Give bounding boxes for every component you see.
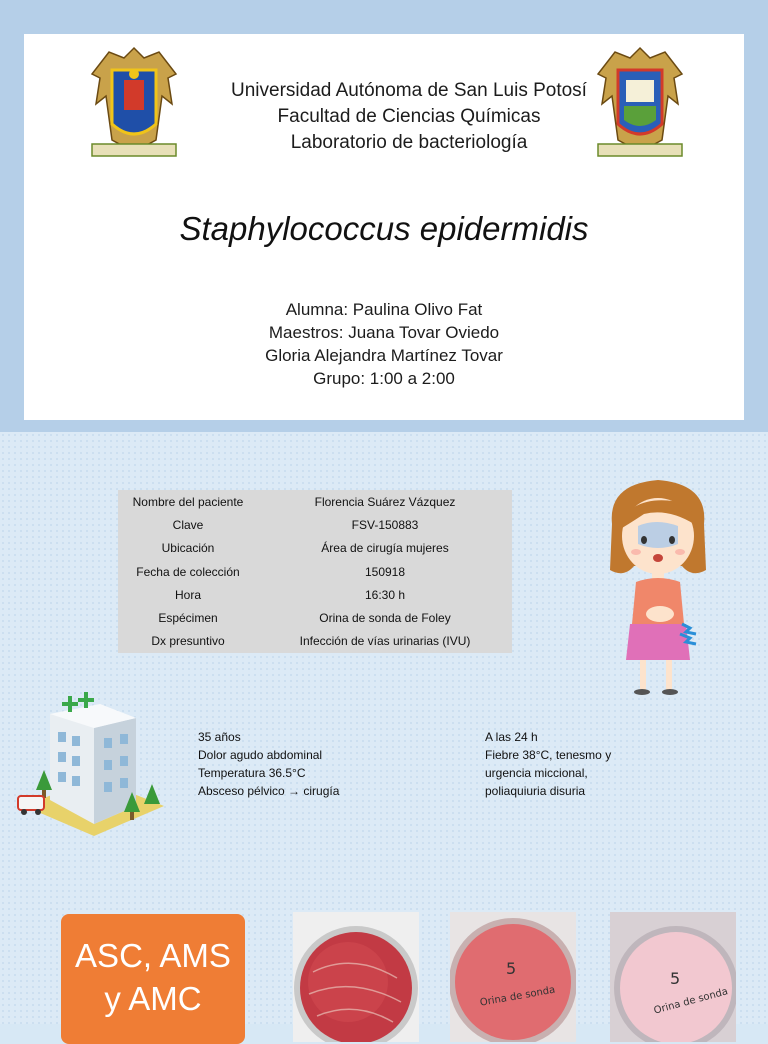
table-row bbox=[118, 537, 512, 560]
note-line: 35 años bbox=[198, 730, 241, 744]
note-line: Temperatura 36.5°C bbox=[198, 766, 306, 780]
note-line: Absceso pélvico → cirugía bbox=[198, 784, 340, 798]
table-key: Hora bbox=[174, 587, 201, 602]
note-line: A las 24 h bbox=[485, 730, 538, 744]
table-value: 150918 bbox=[364, 564, 406, 579]
culture-plate-photo-3 bbox=[610, 912, 736, 1042]
hospital-illustration bbox=[14, 688, 164, 838]
group-line: Grupo: 1:00 a 2:00 bbox=[313, 369, 455, 388]
table-key: Clave bbox=[172, 517, 204, 532]
note-line: urgencia miccional, bbox=[485, 766, 588, 780]
presentation-title: Staphylococcus epidermidis bbox=[179, 210, 589, 247]
symptoms-right bbox=[485, 728, 611, 800]
table-row bbox=[118, 560, 512, 583]
plate-label: 5 bbox=[670, 969, 681, 988]
lab-name: Laboratorio de bacteriología bbox=[290, 132, 528, 153]
note-line: Fiebre 38°C, tenesmo y bbox=[485, 748, 612, 762]
teachers-line: Maestros: Juana Tovar Oviedo bbox=[268, 323, 500, 342]
note-line: poliaquiuria disuria bbox=[485, 784, 586, 798]
culture-plate-photo-2 bbox=[450, 912, 576, 1042]
title-card bbox=[24, 34, 744, 420]
note-line: Dolor agudo abdominal bbox=[198, 748, 323, 762]
table-value: 16:30 h bbox=[364, 587, 406, 602]
symptoms-left bbox=[198, 728, 339, 800]
badge-line-2: y AMC bbox=[104, 980, 202, 1017]
table-row bbox=[118, 513, 512, 536]
faculty-name: Facultad de Ciencias Químicas bbox=[277, 106, 541, 127]
title-slide bbox=[0, 0, 768, 432]
patient-table bbox=[118, 490, 512, 653]
sick-girl-illustration bbox=[598, 474, 718, 700]
table-value: Infección de vías urinarias (IVU) bbox=[299, 634, 471, 649]
media-badge bbox=[61, 914, 245, 1044]
university-name: Universidad Autónoma de San Luis Potosí bbox=[231, 80, 587, 101]
table-key: Ubicación bbox=[161, 541, 215, 556]
institution-header bbox=[174, 78, 644, 156]
badge-line-1: ASC, AMS bbox=[75, 937, 231, 974]
table-row bbox=[118, 490, 512, 513]
table-key: Espécimen bbox=[158, 611, 218, 626]
table-row bbox=[118, 583, 512, 606]
table-key: Nombre del paciente bbox=[132, 494, 244, 509]
table-value: Florencia Suárez Vázquez bbox=[314, 494, 456, 509]
plate-text: Orina de sonda bbox=[479, 984, 557, 1009]
table-value: Área de cirugía mujeres bbox=[321, 541, 449, 556]
plate-text: Orina de sonda bbox=[652, 986, 730, 1017]
table-value: Orina de sonda de Foley bbox=[319, 611, 451, 626]
table-key: Dx presuntivo bbox=[151, 634, 225, 649]
teacher2-line: Gloria Alejandra Martínez Tovar bbox=[265, 346, 503, 365]
case-slide bbox=[0, 432, 768, 1024]
table-row bbox=[118, 606, 512, 629]
culture-plate-photo-1 bbox=[293, 912, 419, 1042]
authors-block bbox=[24, 298, 744, 390]
university-crest-left bbox=[84, 44, 184, 162]
table-value: FSV-150883 bbox=[351, 517, 419, 532]
table-key: Fecha de colección bbox=[136, 564, 240, 579]
student-line: Alumna: Paulina Olivo Fat bbox=[285, 300, 483, 319]
plate-label: 5 bbox=[506, 959, 517, 978]
table-row bbox=[118, 630, 512, 653]
